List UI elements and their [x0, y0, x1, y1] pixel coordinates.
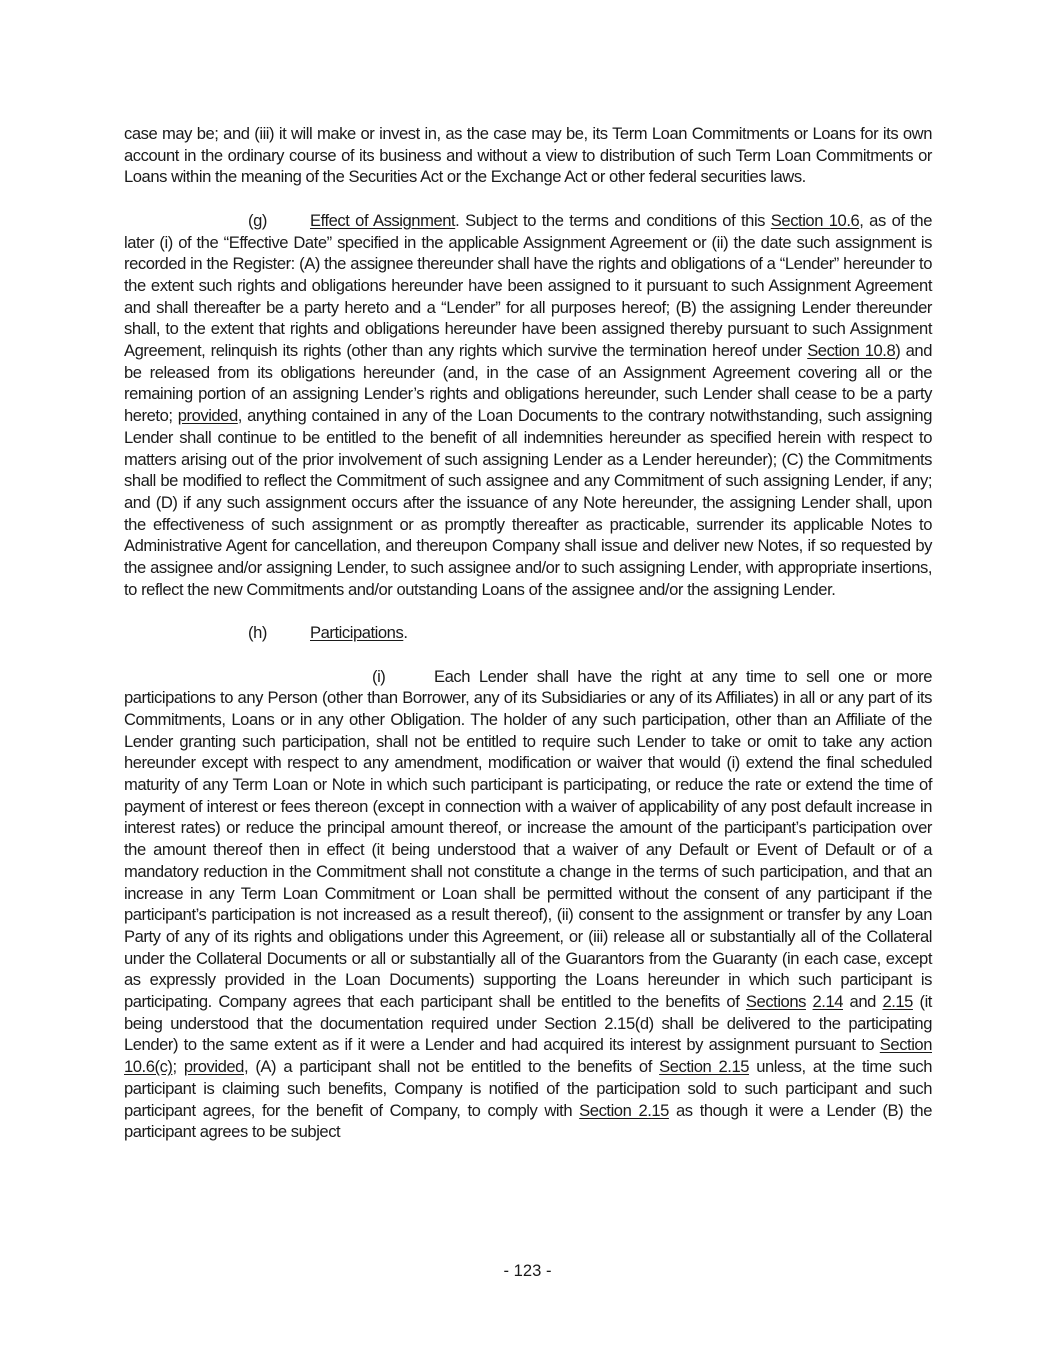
provided-term: provided	[183, 1057, 244, 1077]
cross-reference-link[interactable]: 2.15	[882, 992, 913, 1012]
provided-term: provided	[177, 406, 238, 426]
document-page	[124, 123, 932, 1143]
section-title-participations: Participations	[310, 623, 404, 643]
section-label-g: (g)	[248, 210, 267, 230]
section-label-h: (h)	[248, 623, 267, 643]
paragraph-h-heading: (h) Participations.	[248, 623, 408, 643]
section-title-effect-of-assignment: Effect of Assignment	[310, 210, 456, 230]
paragraph-h-i: (i) Each Lender shall have the right at any time to sell one or more participations to any Person (other than Borrower, any of its Subsidiaries or any of its Affiliates) in all or any part of its Commitments, Loans or in any other Obligation. The holder of any such participation, other than an Affiliate of the Lender granting such participation, shall not be entitled to require such Lender to take or omit to take any action hereunder except with respect to any amendment, modification or waiver that would (i) extend the final scheduled maturity of any Term Loan or Note in which such participant is participating, or reduce the rate or extend the time of payment of interest or fees thereon (except in connection with a waiver of applicability of any post default increase in interest rates) or reduce the principal amount thereof, or increase the amount of the participant’s participation over the amount thereof then in effect (it being understood that a waiver of any Default or Event of Default or of a mandatory reduction in the Commitment shall not constitute a change in the terms of such participation, and that an increase in any Term Loan Commitment or Loan shall be permitted without the consent of any participant if the participant’s participation is not increased as a result thereof), (ii) consent to the assignment or transfer by any Loan Party of any of its rights and obligations under this Agreement, or (iii) release all or substantially all of the Collateral under the Collateral Documents or all or substantially all of the Guarantors from the Guaranty (in each case, except as expressly provided in the Loan Documents) supporting the Loans hereunder in which such participant is participating. Company agrees that each participant shall be entitled to the benefits of Sections 2.14 and 2.15 (it being understood that the documentation required under Section 2.15(d) shall be delivered to the participating Lender) to the same extent as if it were a Lender and had acquired its interest by assignment pursuant to Section 10.6(c); provided, (A) a participant shall not be entitled to the benefits of Section 2.15 unless, at the time such participant is claiming such benefits, Company is notified of the participation sold to such participant and such participant agrees, for the benefit of Company, to comply with Section 2.15 as though it were a Lender (B) the participant agrees to be subject	[124, 666, 932, 1142]
cross-reference-link[interactable]: Section 2.15	[579, 1100, 669, 1120]
subsection-label-i: (i)	[372, 666, 386, 686]
paragraph-g: (g) Effect of Assignment. Subject to the terms and conditions of this Section 10.6, as of the later (i) of the “Effective Date” specified in the applicable Assignment Agreement or (ii) the date such assignment is recorded in the Register: (A) the assignee thereunder shall have the rights and obligations of a “Lender” hereunder to the extent such rights and obligations hereunder have been assigned to it pursuant to such Assignment Agreement and shall thereafter be a party hereto and a “Lender” for all purposes hereof; (B) the assigning Lender thereunder shall, to the extent that rights and obligations hereunder have been assigned thereby pursuant to such Assignment Agreement, relinquish its rights (other than any rights which survive the termination hereof under Section 10.8) and be released from its obligations hereunder (and, in the case of an Assignment Agreement covering all or the remaining portion of an assigning Lender’s rights and obligations hereunder, such Lender shall cease to be a party hereto; provided, anything contained in any of the Loan Documents to the contrary notwithstanding, such assigning Lender shall continue to be entitled to the benefit of all indemnities hereunder as specified herein with respect to matters arising out of the prior involvement of such assigning Lender as a Lender hereunder); (C) the Commitments shall be modified to reflect the Commitment of such assignee and any Commitment of such assigning Lender, if any; and (D) if any such assignment occurs after the issuance of any Note hereunder, the assigning Lender shall, upon the effectiveness of such assignment or as promptly thereafter as practicable, surrender its applicable Notes to Administrative Agent for cancellation, and thereupon Company shall issue and deliver new Notes, if so requested by the assignee and/or assigning Lender, to such assignee and/or to such assigning Lender, with appropriate insertions, to reflect the new Commitments and/or outstanding Loans of the assignee and/or the assigning Lender.	[124, 210, 932, 599]
cross-reference-link[interactable]: Section 2.15	[659, 1057, 750, 1077]
page-number: - 123 -	[503, 1261, 552, 1280]
cross-reference-link[interactable]: 2.14	[812, 992, 844, 1012]
cross-reference-link[interactable]: Section 10.8	[807, 341, 896, 361]
cross-reference-link[interactable]: Section 10.6(c)	[124, 1035, 932, 1077]
cross-reference-link[interactable]: Sections	[745, 992, 806, 1012]
cross-reference-link[interactable]: Section 10.6	[770, 210, 860, 230]
paragraph-intro: case may be; and (iii) it will make or invest in, as the case may be, its Term Loan Commitments or Loans for its own account in the ordinary course of its business and without a view to distribution of such Term Loan Commitments or Loans within the meaning of the Securities Act or the Exchange Act or other federal securities laws.	[124, 124, 932, 187]
